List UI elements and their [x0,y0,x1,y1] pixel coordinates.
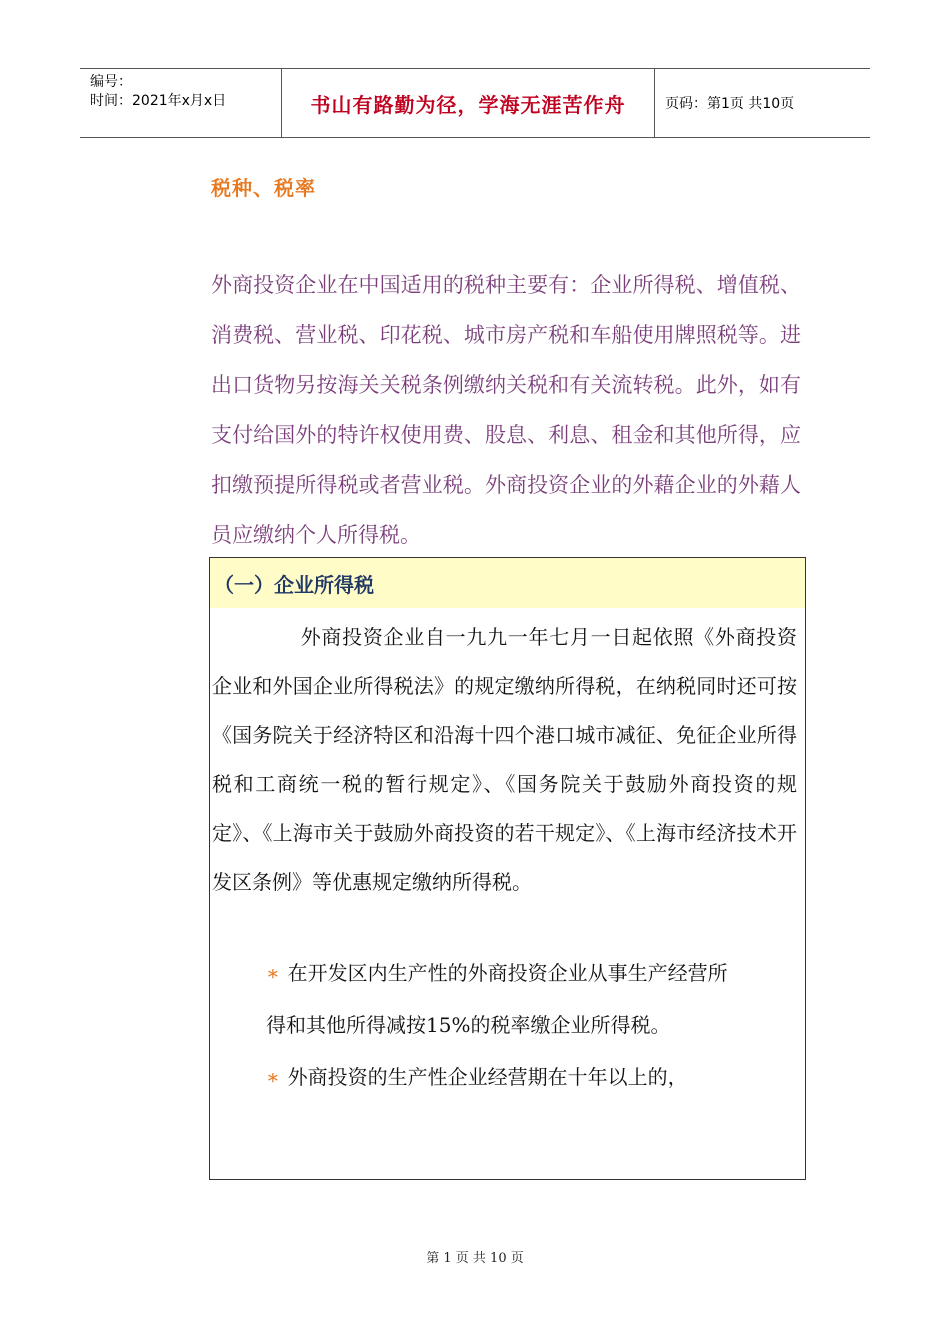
header-motto: 书山有路勤为径，学海无涯苦作舟 [282,69,655,137]
bullet-text: 在开发区内生产性的外商投资企业从事生产经营所得和其他所得减按15%的税率缴企业所得税。 [266,961,728,1037]
document-title: 税种、税率 [211,176,316,200]
list-item [266,1051,736,1103]
number-label: 编号： [90,74,132,90]
section-heading: （一）企业所得税 [210,558,805,608]
intro-paragraph: 外商投资企业在中国适用的税种主要有：企业所得税、增值税、消费税、营业税、印花税、城市房产税和车船使用牌照税等。进出口货物另按海关关税条例缴纳关税和有关流转税。此外，如有支付给国外的特许权使用费、股息、利息、租金和其他所得，应扣缴预提所得税或者营业税。外商投资企业的外藉企业的外藉人员应缴纳个人所得税。 [211,273,801,547]
header-page-info: 页码：第1页 共10页 [665,96,795,112]
header-table [80,68,870,138]
bullet-list [210,947,736,1103]
section-paragraph [210,613,805,907]
page-footer: 第 1 页 共 10 页 [426,1251,524,1266]
section-paragraph-text: 外商投资企业自一九九一年七月一日起依照《外商投资企业和外国企业所得税法》的规定缴纳所得税，在纳税同时还可按《国务院关于经济特区和沿海十四个港口城市减征、免征企业所得税和工商统一税的暂行规定》、《国务院关于鼓励外商投资的规定》、《上海市关于鼓励外商投资的若干规定》、《上海市经济技术开发区条例》等优惠规定缴纳所得税。 [212,625,797,894]
list-item [266,947,736,1051]
asterisk-icon: ∗ [266,1065,280,1089]
section-box [209,557,806,1180]
asterisk-icon: ∗ [266,961,280,985]
bullet-text: 外商投资的生产性企业经营期在十年以上的， [287,1065,688,1089]
header-meta [80,69,282,137]
time-label: 时间：2021年x月x日 [90,93,227,109]
